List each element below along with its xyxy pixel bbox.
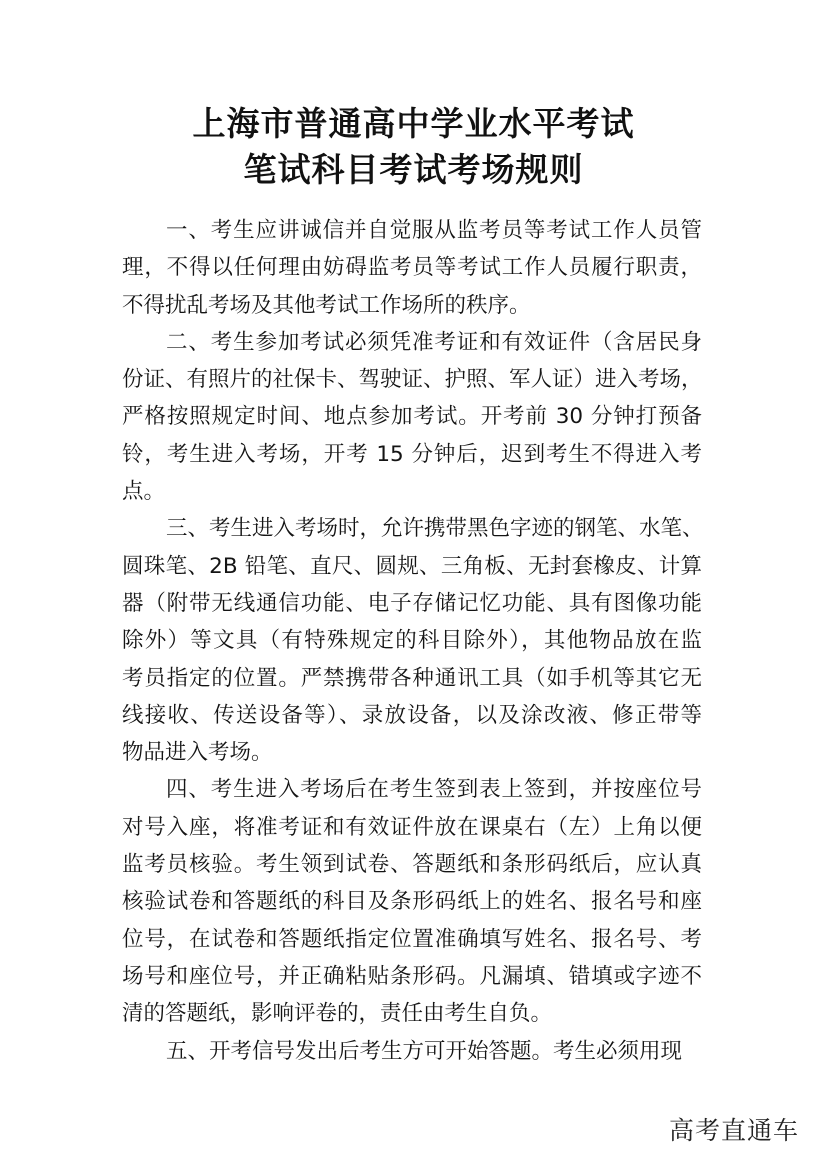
- paragraph-line: 理，不得以任何理由妨碍监考员等考试工作人员履行职责，: [122, 255, 702, 281]
- paragraph-line: 四、考生进入考场后在考生签到表上签到，并按座位号: [166, 777, 702, 803]
- document-title-line1: 上海市普通高中学业水平考试: [192, 104, 635, 143]
- paragraph-line: 考员指定的位置。严禁携带各种通讯工具（如手机等其它无: [122, 665, 702, 691]
- paragraph-line: 除外）等文具（有特殊规定的科目除外），其他物品放在监: [122, 628, 702, 654]
- watermark-text: 高考直通车: [668, 1116, 799, 1145]
- paragraph-line: 三、考生进入考场时，允许携带黑色字迹的钢笔、水笔、: [166, 516, 704, 542]
- paragraph-line: 圆珠笔、2B 铅笔、直尺、圆规、三角板、无封套橡皮、计算: [122, 553, 702, 579]
- paragraph-line: 点。: [122, 479, 166, 505]
- paragraph-4: [122, 771, 702, 1032]
- paragraph-line: 监考员核验。考生领到试卷、答题纸和条形码纸后，应认真: [122, 852, 702, 878]
- paragraph-line: 五、开考信号发出后考生方可开始答题。考生必须用现: [166, 1038, 683, 1064]
- paragraph-line: 物品进入考场。: [122, 740, 273, 766]
- paragraph-line: 铃，考生进入考场，开考 15 分钟后，迟到考生不得进入考: [122, 441, 702, 467]
- paragraph-line: 对号入座，将准考证和有效证件放在课桌右（左）上角以便: [122, 814, 702, 840]
- paragraph-5: [122, 1033, 702, 1070]
- paragraph-line: 不得扰乱考场及其他考试工作场所的秩序。: [122, 292, 531, 318]
- paragraph-line: 严格按照规定时间、地点参加考试。开考前 30 分钟打预备: [122, 404, 702, 430]
- paragraph-line: 线接收、传送设备等）、录放设备，以及涂改液、修正带等: [122, 702, 702, 728]
- document-body: [122, 212, 702, 1070]
- document-title-line2: 笔试科目考试考场规则: [243, 150, 584, 189]
- paragraph-1: [122, 212, 702, 324]
- paragraph-3: [122, 510, 702, 771]
- paragraph-line: 一、考生应讲诚信并自觉服从监考员等考试工作人员管: [166, 218, 702, 243]
- paragraph-line: 份证、有照片的社保卡、驾驶证、护照、军人证）进入考场，: [122, 367, 703, 393]
- paragraph-2: [122, 324, 702, 510]
- paragraph-line: 清的答题纸，影响评卷的，责任由考生自负。: [122, 1001, 553, 1027]
- paragraph-line: 器（附带无线通信功能、电子存储记忆功能、具有图像功能: [122, 590, 702, 616]
- paragraph-line: 核验试卷和答题纸的科目及条形码纸上的姓名、报名号和座: [122, 889, 702, 915]
- paragraph-line: 二、考生参加考试必须凭准考证和有效证件（含居民身: [166, 329, 702, 355]
- paragraph-line: 场号和座位号，并正确粘贴条形码。凡漏填、错填或字迹不: [122, 963, 702, 989]
- paragraph-line: 位号，在试卷和答题纸指定位置准确填写姓名、报名号、考: [122, 926, 702, 952]
